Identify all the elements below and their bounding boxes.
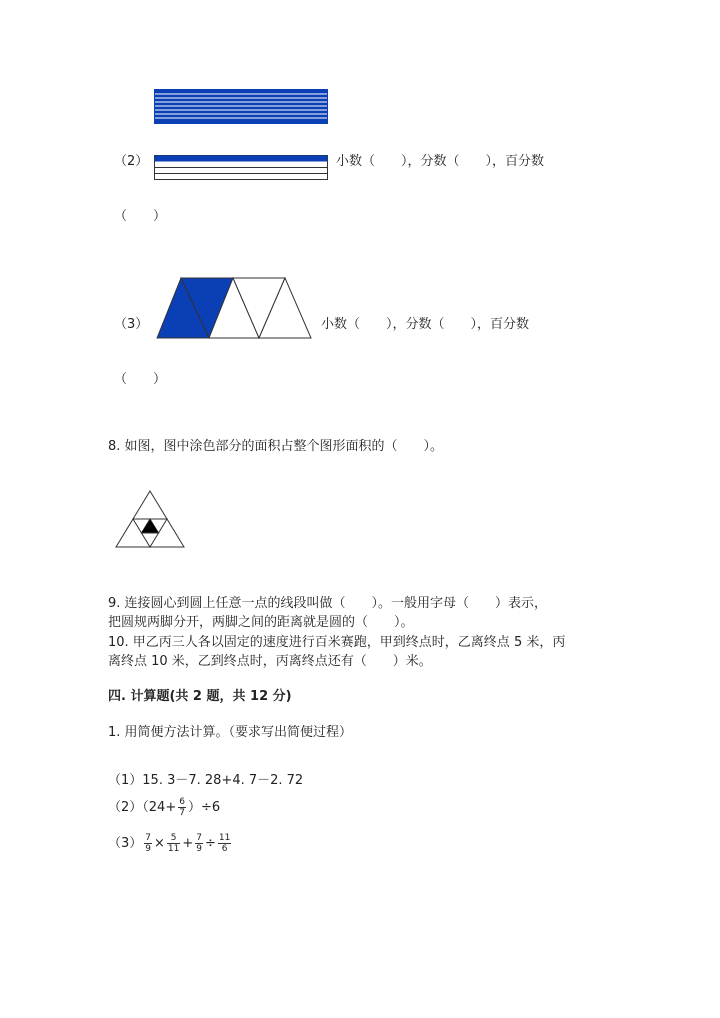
expression-2-prefix: （2）（24+: [108, 800, 177, 815]
q7-part3-label: （3）: [114, 317, 149, 332]
expression-1: （1）15. 3－7. 28+4. 7－2. 72: [108, 773, 304, 788]
q7-part2-text: 小数（ ），分数（ ），百分数: [336, 154, 545, 169]
q7-part2-label: （2）: [114, 154, 149, 169]
q9-line2: 把圆规两脚分开，两脚之间的距离就是圆的（ ）。: [108, 615, 414, 630]
striped-bar-figure: [154, 89, 330, 125]
divide-operator: ÷: [205, 836, 216, 851]
q10-line1: 10. 甲乙丙三人各以固定的速度进行百米赛跑，甲到终点时，乙离终点 5 米，丙: [108, 635, 566, 650]
triangles-parallelogram-figure: [155, 276, 315, 342]
fraction-5-11: $\frac{5}{11}$: [167, 833, 180, 854]
plus-operator: +: [182, 836, 194, 851]
part2-strip-bar-figure: [154, 155, 330, 183]
expression-2: [108, 796, 220, 818]
nested-triangle-figure: [114, 489, 190, 551]
calc-question-1: 1. 用简便方法计算。（要求写出简便过程）: [108, 725, 353, 740]
times-operator: ×: [154, 836, 165, 851]
fraction-7-9-b: $\frac{7}{9}$: [196, 833, 203, 854]
fraction-7-9: $\frac{7}{9}$: [145, 833, 152, 854]
q8-text: 8. 如图，图中涂色部分的面积占整个图形面积的（ ）。: [108, 439, 444, 454]
q7-part3-text: 小数（ ），分数（ ），百分数: [321, 317, 530, 332]
expression-3-prefix: （3）: [108, 836, 143, 851]
q9-line1: 9. 连接圆心到圆上任意一点的线段叫做（ ）。一般用字母（ ）表示，: [108, 596, 548, 611]
fraction-11-6: $\frac{11}{6}$: [218, 833, 231, 854]
expression-2-suffix: ）÷6: [187, 800, 221, 815]
section-heading: 四. 计算题(共 2 题，共 12 分): [108, 689, 292, 704]
fraction-6-7: $\frac{6}{7}$: [179, 797, 185, 818]
q7-part2-continued: （ ）: [114, 209, 167, 224]
q7-part3-continued: （ ）: [114, 372, 167, 387]
expression-3: [108, 832, 233, 854]
q10-line2: 离终点 10 米，乙到终点时，丙离终点还有（ ）米。: [108, 654, 432, 669]
